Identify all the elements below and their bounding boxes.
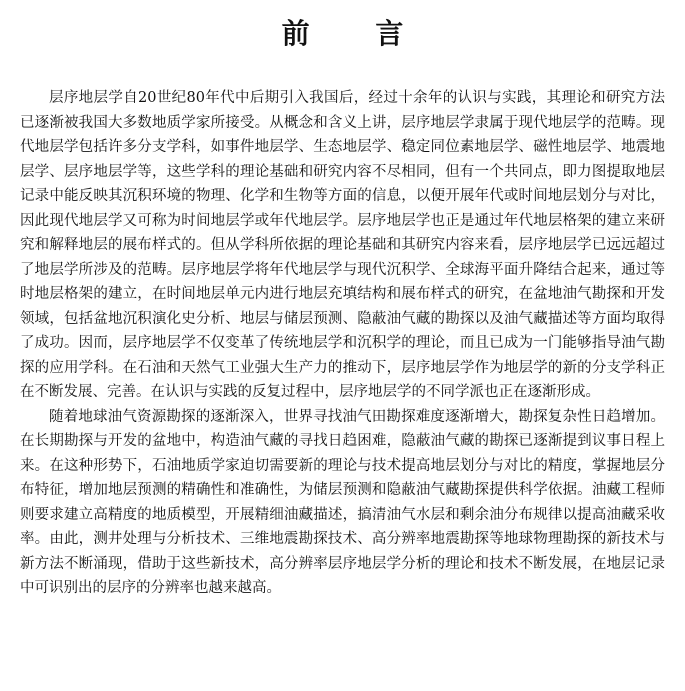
page-title: 前 言 [281,17,432,50]
body-text [20,86,665,601]
paragraph-1: 层序地层学自20世纪80年代中后期引入我国后，经过十余年的认识与实践，其理论和研究方法已逐渐被我国大多数地质学家所接受。从概念和含义上讲，层序地层学隶属于现代地层学的范畴。现代地层学包括许多分支学科，如事件地层学、生态地层学、稳定同位素地层学、磁性地层学、地震地层学、层序地层学等，这些学科的理论基础和研究内容不尽相同，但有一个共同点，即力图提取地层记录中能反映其沉积环境的物理、化学和生物等方面的信息，以便开展年代或时间地层划分与对比，因此现代地层学又可称为时间地层学或年代地层学。层序地层学也正是通过年代地层格架的建立来研究和解释地层的展布样式的。但从学科所依据的理论基础和其研究内容来看，层序地层学已远远超过了地层学所涉及的范畴。层序地层学将年代地层学与现代沉积学、全球海平面升降结合起来，通过等时地层格架的建立，在时间地层单元内进行地层充填结构和展布样式的研究，在盆地油气勘探和开发领域，包括盆地沉积演化史分析、地层与储层预测、隐蔽油气藏的勘探以及油气藏描述等方面均取得了成功。因而，层序地层学不仅变革了传统地层学和沉积学的理论，而且已成为一门能够指导油气勘探的应用学科。在石油和天然气工业强大生产力的推动下，层序地层学作为地层学的新的分支学科正在不断发展、完善。在认识与实践的反复过程中，层序地层学的不同学派也正在逐渐形成。 [20,90,665,400]
paragraph-2: 随着地球油气资源勘探的逐渐深入，世界寻找油气田勘探难度逐渐增大，勘探复杂性日趋增加。在长期勘探与开发的盆地中，构造油气藏的寻找日趋困难，隐蔽油气藏的勘探已逐渐提到议事日程上来。在这种形势下，石油地质学家迫切需要新的理论与技术提高地层划分与对比的精度，掌握地层分布特征，增加地层预测的精确性和准确性，为储层预测和隐蔽油气藏勘探提供科学依据。油藏工程师则要求建立高精度的地质模型，开展精细油藏描述，搞清油气水层和剩余油分布规律以提高油藏采收率。由此，测井处理与分析技术、三维地震勘探技术、高分辨率地震勘探等地球物理勘探的新技术与新方法不断涌现，借助于这些新技术，高分辨率层序地层学分析的理论和技术不断发展，在地层记录中可识别出的层序的分辨率也越来越高。 [20,408,665,596]
